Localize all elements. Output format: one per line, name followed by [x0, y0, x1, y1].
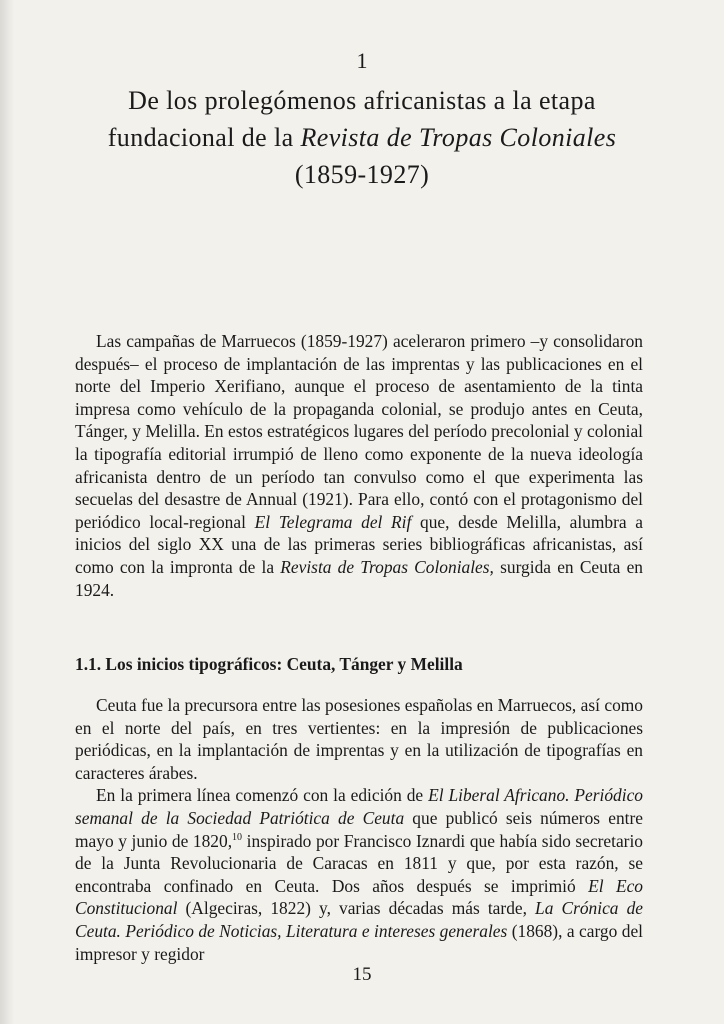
section-heading: 1.1. Los inicios tipográficos: Ceuta, Tánger y Melilla [75, 654, 463, 674]
chapter-title-line2-prefix: fundacional de la [107, 123, 301, 152]
section-text-run: En la primera línea comenzó con la edición de [96, 785, 429, 806]
chapter-title-line2-italic: Revista de Tropas Coloniales [300, 123, 617, 152]
chapter-title [60, 82, 664, 193]
section-paragraph-2 [75, 784, 643, 965]
section-italic-cronica: La Crónica de Ceuta. Periódico de Noticias, Literatura e intereses generales [75, 898, 644, 941]
intro-italic-telegrama: El Telegrama del Rif [254, 511, 412, 532]
intro-text-run: Las campañas de Marruecos (1859-1927) aceleraron primero –y consolidaron después– el proceso de implantación de las imprentas y las publicaciones en el norte del Imperio Xerifiano, aunque el proceso de asentamiento de la tinta impresa como vehículo de la propaganda colonial, se produjo antes en Ceuta, Tánger, y Melilla. En estos estratégicos lugares del período precolonial y colonial la tipografía editorial irrumpió de lleno como exponente de la nueva ideología africanista dentro de un período tan convulso como el que experimenta las secuelas del desastre de Annual (1921). Para ello, contó con el protagonismo del periódico local-regional [75, 331, 643, 532]
intro-text-run: surgida en Ceuta en 1924. [75, 556, 643, 600]
chapter-title-line3: (1859-1927) [294, 160, 430, 189]
intro-italic-revista: Revista de Tropas Coloniales, [280, 556, 494, 577]
chapter-title-line1: De los prolegómenos africanistas a la etapa [128, 86, 596, 115]
chapter-title-line2 [60, 119, 664, 156]
chapter-number: 1 [356, 48, 368, 73]
section-text-run: que publicó seis números entre mayo y junio de 1820, [75, 807, 643, 851]
footnote-marker: 10 [232, 831, 243, 843]
intro-text-run: que, desde Melilla, alumbra a inicios del siglo XX una de las primeras series bibliográficas africanistas, así como con la impronta de la [75, 511, 643, 577]
section-paragraph-1: Ceuta fue la precursora entre las posesiones españolas en Marruecos, así como en el norte del país, en tres vertientes: en la impresión de publicaciones periódicas, en la implantación de imprentas y en la utilización de tipografías en caracteres árabes. [75, 695, 643, 783]
section-italic-eco: El Eco Constitucional [75, 875, 644, 919]
page-gutter-shadow [0, 0, 14, 1024]
page-number: 15 [352, 964, 372, 985]
section-text-run: (1868), a cargo del impresor y regidor [75, 920, 643, 964]
section-italic-liberal: El Liberal Africano. Periódico semanal de la Sociedad Patriótica de Ceuta [75, 785, 643, 828]
intro-paragraph [75, 330, 643, 601]
intro-text [75, 330, 643, 601]
section-text-run: (Algeciras, 1822) y, varias décadas más tarde, [177, 898, 536, 919]
section-text-run: inspirado por Francisco Iznardi que había sido secretario de la Junta Revolucionaria de Caracas en 1811 y que, por esta razón, se encontraba confinado en Ceuta. Dos años después se imprimió [75, 830, 643, 896]
section-text [75, 694, 643, 965]
